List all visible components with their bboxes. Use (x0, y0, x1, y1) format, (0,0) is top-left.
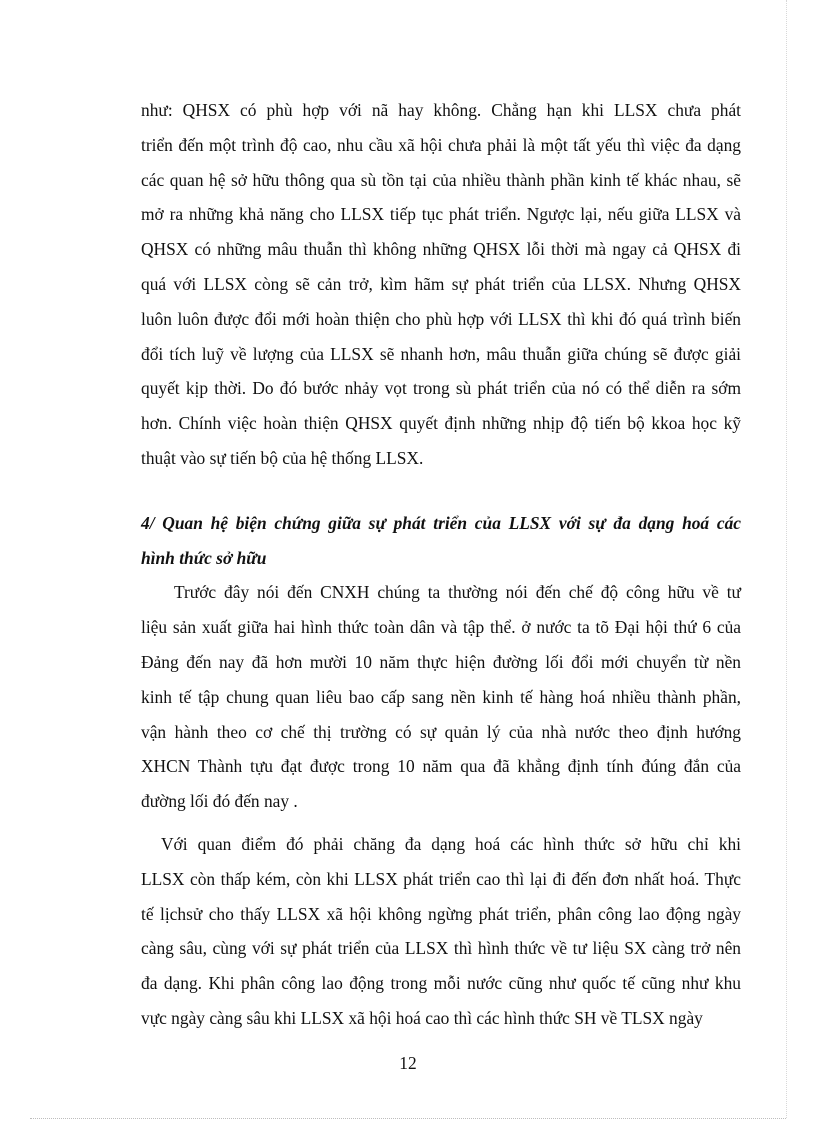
text-line: luôn luôn được đổi mới hoàn thiện cho phù hợp với LLSX thì khi đó quá trình biến (141, 308, 741, 329)
paragraph-diversification (141, 827, 741, 1036)
text-line: LLSX còn thấp kém, còn khi LLSX phát triển cao thì lại đi đến đơn nhất hoá. Thực (141, 868, 741, 889)
section-heading (141, 506, 741, 576)
heading-line: 4/ Quan hệ biện chứng giữa sự phát triển của LLSX với sự đa dạng hoá các (141, 512, 741, 533)
text-line: QHSX có những mâu thuẫn thì không những QHSX lỗi thời mà ngay cả QHSX đi (141, 239, 741, 260)
text-line: hơn. Chính việc hoàn thiện QHSX quyết định những nhịp độ tiến bộ kkoa học kỹ (141, 413, 741, 434)
paragraph-cnxh-ownership (141, 575, 741, 819)
page-border-right (786, 0, 787, 1118)
text-line: đường lối đó đến nay . (141, 791, 298, 812)
text-line: Đảng đến nay đã hơn mười 10 năm thực hiện đường lối đổi mới chuyển từ nền (141, 651, 741, 672)
text-line: càng sâu, cùng với sự phát triển của LLSX thì hình thức về tư liệu SX càng trở nên (141, 938, 741, 959)
page-number: 12 (399, 1053, 417, 1073)
text-line: như: QHSX có phù hợp với nã hay không. Chẳng hạn khi LLSX chưa phát (141, 100, 741, 120)
text-line: liệu sản xuất giữa hai hình thức toàn dân và tập thể. ở nước ta tõ Đại hội thứ 6 của (141, 617, 741, 638)
text-line: mở ra những khả năng cho LLSX tiếp tục phát triển. Ngược lại, nếu giữa LLSX và (141, 204, 741, 225)
text-line: Trước đây nói đến CNXH chúng ta thường nói đến chế độ công hữu về tư (174, 582, 741, 603)
text-line: kinh tế tập chung quan liêu bao cấp sang nền kinh tế hàng hoá nhiều thành phần, (141, 686, 741, 707)
text-line: vận hành theo cơ chế thị trường có sự quản lý của nhà nước theo định hướng (141, 721, 741, 742)
text-line: quyết kịp thời. Do đó bước nhảy vọt trong sù phát triển của nó có thể diễn ra sớm (141, 378, 741, 399)
text-line: quá với LLSX còng sẽ cản trở, kìm hãm sự phát triển của LLSX. Nhưng QHSX (141, 273, 741, 294)
heading-line: hình thức sở hữu (141, 547, 267, 568)
text-line: Với quan điểm đó phải chăng đa dạng hoá các hình thức sở hữu chỉ khi (161, 833, 741, 854)
text-line: các quan hệ sở hữu thông qua sù tồn tại của nhiều thành phần kinh tế khác nhau, sẽ (141, 169, 741, 190)
text-line: tế lịchsử cho thấy LLSX xã hội không ngừng phát triển, phân công lao động ngày (141, 903, 741, 924)
paragraph-spacer (141, 819, 741, 827)
text-line: thuật vào sự tiến bộ của hệ thống LLSX. (141, 447, 424, 468)
page-content (141, 93, 741, 1036)
text-line: XHCN Thành tựu đạt được trong 10 năm qua đã khẳng định tính đúng đắn của (141, 756, 741, 777)
paragraph-llsx-qhsx (141, 93, 741, 476)
text-line: đa dạng. Khi phân công lao động trong mỗi nước cũng như quốc tế cũng như khu (141, 973, 741, 994)
text-line: đổi tích luỹ về lượng của LLSX sẽ nhanh hơn, mâu thuẫn giữa chúng sẽ được giải (141, 343, 741, 364)
text-line: triển đến một trình độ cao, nhu cầu xã hội chưa phải là một tất yếu thì việc đa dạng (141, 134, 741, 155)
page-border-bottom (30, 1118, 786, 1119)
text-line: vực ngày càng sâu khi LLSX xã hội hoá cao thì các hình thức SH về TLSX ngày (141, 1007, 703, 1028)
section-spacer (141, 476, 741, 506)
